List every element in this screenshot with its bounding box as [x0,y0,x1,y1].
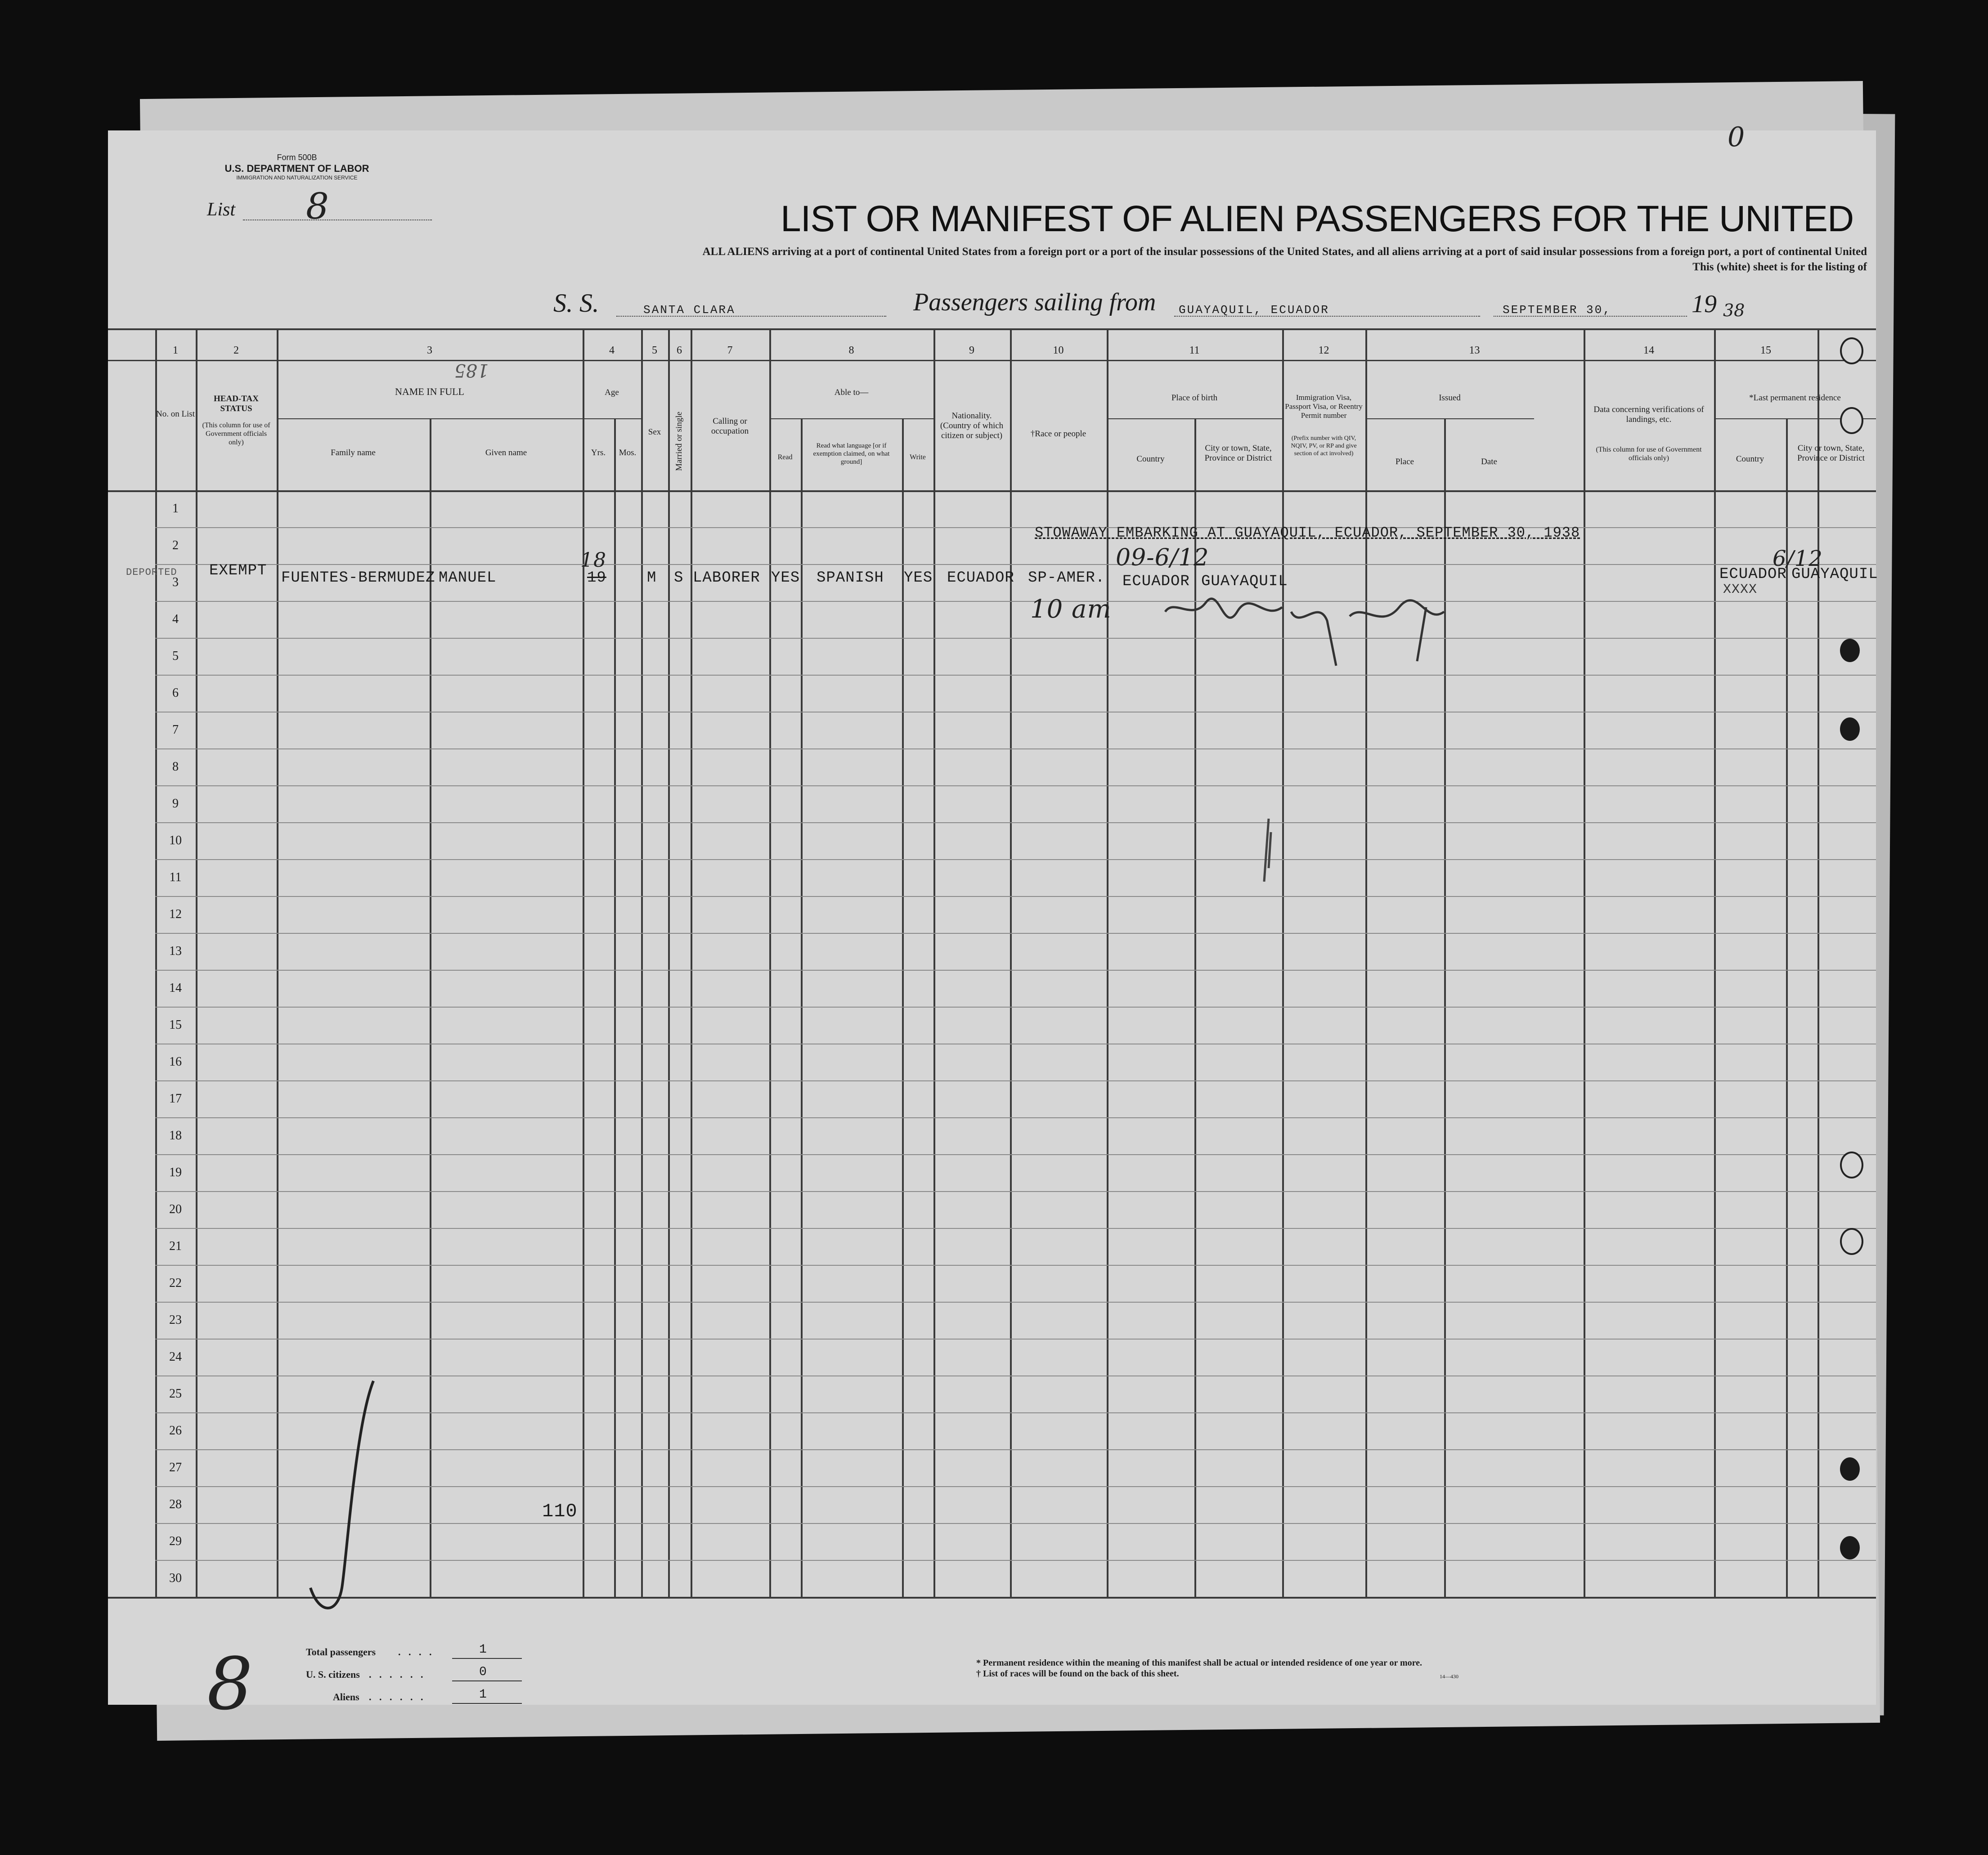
dot-leader: . . . . . . [369,1669,426,1680]
row-line [155,1560,1876,1561]
col-line [1714,328,1716,1597]
column-number: 13 [1469,345,1480,356]
header-write: Write [910,453,926,461]
row-number: 14 [169,981,182,995]
row-number: 11 [169,870,182,884]
col-line [196,328,197,1597]
col-line [1817,328,1819,1597]
row-number: 13 [169,944,182,958]
column-number: 8 [848,345,854,356]
total-passengers-value: 1 [479,1643,487,1657]
row-line [155,527,1876,528]
row-line [155,1412,1876,1413]
annotation-time: 10 am [1030,595,1112,624]
name-margin-mark: 185 [454,360,489,381]
row-line [155,1080,1876,1081]
header-yrs: Yrs. [591,448,606,457]
col-line [1282,328,1284,1597]
punch-hole [1840,1152,1863,1178]
header-read: Read [777,453,793,461]
col-line [1365,328,1367,1597]
row-line [155,896,1876,897]
row-number: 26 [169,1424,182,1438]
annotation-code: 09-6/12 [1116,544,1209,571]
header-able-to: Able to— [834,388,869,397]
col-line [1786,418,1788,1597]
row-number: 15 [169,1018,182,1032]
subheader-rule [769,418,933,419]
list-number: 8 [306,185,329,227]
dot-leader: . . . . . . [369,1691,426,1703]
sex: M [647,569,657,587]
header-married: Married or single [674,412,684,471]
header-name-in-full: NAME IN FULL [395,386,464,397]
row-number: 8 [172,760,179,774]
row-number: 9 [172,797,179,811]
punch-hole [1840,407,1863,434]
row-line [155,785,1876,786]
row-line [155,1486,1876,1487]
us-citizens-label: U. S. citizens [306,1669,360,1680]
departure-port: GUAYAQUIL, ECUADOR [1179,303,1329,317]
annotation-code-2: 6/12 [1773,546,1823,571]
row-number: 27 [169,1461,182,1474]
col-line [801,418,803,1597]
form-number: Form 500B [277,153,317,162]
row-number: 22 [169,1276,182,1290]
official-signature-scrawl [1156,594,1480,684]
row-line [155,1228,1876,1229]
row-number: 25 [169,1387,182,1401]
header-res-country: Country [1736,454,1764,464]
header-no-on-list: No. on List [156,409,195,419]
aliens-value: 1 [479,1688,487,1702]
col-line [933,328,935,1597]
can-write: YES [904,569,933,587]
department-name: U.S. DEPARTMENT OF LABOR [224,163,369,174]
header-issued-date: Date [1481,457,1497,466]
birth-city: GUAYAQUIL [1201,573,1288,590]
column-number: 1 [173,345,178,356]
dot-leader: . . . . [398,1646,435,1658]
col-line [641,328,643,1597]
col-line [1584,328,1585,1597]
row-number: 4 [172,612,179,626]
check-mark [301,1372,391,1624]
punch-hole [1840,1536,1860,1559]
subheader-rule [1365,418,1534,419]
header-last-residence: *Last permanent residence [1749,393,1841,403]
column-number-rule [108,360,1876,361]
header-birth-city: City or town, State, Province or District [1204,444,1272,463]
footnote-races: † List of races will be found on the back of this sheet. [976,1669,1179,1679]
punch-hole [1840,1228,1863,1255]
row-line [155,564,1876,565]
header-visa-note: (Prefix number with QIV, NQIV, PV, or RP and give section of act involved) [1291,435,1357,457]
header-landing-note: (This column for use of Government officials only) [1596,446,1702,462]
header-age: Age [605,388,619,397]
header-race: †Race or people [1030,429,1086,439]
subheader-rule [583,418,641,419]
col-line [668,328,670,1597]
punch-hole [1840,1457,1860,1481]
column-number: 10 [1053,345,1064,356]
row-number: 6 [172,686,179,700]
punch-hole [1840,717,1860,741]
us-citizens-value: 0 [479,1665,487,1679]
family-name: FUENTES-BERMUDEZ [281,569,435,587]
column-number: 11 [1189,345,1200,356]
row-number: 21 [169,1239,182,1253]
instruction-text-2: This (white) sheet is for the listing of [1692,261,1867,273]
row-number: 5 [172,649,179,663]
row-line [155,1007,1876,1008]
row-number: 23 [169,1313,182,1327]
row-line [155,970,1876,971]
row-number: 20 [169,1202,182,1216]
service-name: IMMIGRATION AND NATURALIZATION SERVICE [236,175,358,181]
row-line [155,1523,1876,1524]
footnote-permanent-residence: * Permanent residence within the meaning of this manifest shall be actual or intended residence of one year or more. [976,1658,1423,1668]
birth-country: ECUADOR [1122,573,1190,590]
residence-struck-mark: XXXX [1723,582,1758,597]
ss-label: S. S. [553,288,599,318]
occupation: LABORER [693,569,760,587]
total-passengers-label: Total passengers [306,1646,376,1658]
residence-city: GUAYAQUIL [1791,566,1878,583]
language: SPANISH [817,569,884,587]
age-corrected: 18 [580,549,606,572]
bottom-list-number: 8 [207,1642,253,1726]
nationality: ECUADOR [947,569,1014,587]
header-head-tax: HEAD-TAX STATUS [214,394,259,413]
col-line [614,418,616,1597]
header-issued-place: Place [1395,457,1414,466]
column-number: 2 [233,345,239,356]
row-line [155,1191,1876,1192]
header-given-name: Given name [485,448,527,457]
column-number: 9 [969,345,974,356]
row-number: 30 [169,1571,182,1585]
table-top-rule [108,328,1876,330]
total-underline [452,1658,522,1659]
column-number: 6 [677,345,682,356]
col-line [277,328,278,1597]
header-bottom-rule [108,490,1876,492]
col-line [769,328,771,1597]
aliens-label: Aliens [333,1691,359,1703]
row-line [155,859,1876,860]
col-line [1107,328,1108,1597]
header-head-tax-note: (This column for use of Government officials only) [202,421,270,446]
header-visa: Immigration Visa, Passport Visa, or Reentry Permit number [1285,393,1363,420]
subheader-rule [277,418,583,419]
row-number: 1 [172,502,179,515]
punch-hole [1840,639,1860,662]
row-line [155,822,1876,823]
row-line [155,1449,1876,1450]
header-calling: Calling or occupation [711,417,749,436]
column-number: 5 [652,345,657,356]
header-issued: Issued [1439,393,1461,403]
row-number: 24 [169,1350,182,1364]
instruction-text: ALL ALIENS arriving at a port of continental United States from a foreign port or a port of the insular possessions of the United States, and all aliens arriving at a port of said insular possessions from a foreign port, a port of continental United [702,246,1867,258]
header-birth-country: Country [1136,454,1165,464]
row-number: 28 [169,1497,182,1511]
form-code: 14—430 [1440,1673,1458,1680]
corner-mark: 0 [1728,121,1745,153]
col-line [902,418,904,1597]
header-nationality: Nationality. (Country of which citizen or subject) [940,411,1004,440]
row-number: 19 [169,1165,182,1179]
row-line [155,638,1876,639]
age-years: 19 [587,569,606,587]
row-line [155,933,1876,934]
stowaway-note: STOWAWAY EMBARKING AT GUAYAQUIL, ECUADOR, SEPTEMBER 30, 1938 [1035,524,1580,541]
year-prefix: 19 [1692,290,1717,318]
row29-mark: 110 [542,1501,578,1522]
column-number: 14 [1643,345,1654,356]
row-number: 17 [169,1092,182,1106]
marital-status: S [674,569,684,587]
column-number: 7 [727,345,733,356]
column-number: 12 [1318,345,1329,356]
row-line [155,1339,1876,1340]
column-number: 4 [609,345,615,356]
given-name: MANUEL [439,569,497,587]
header-landing-data: Data concerning verifications of landings, etc. [1593,405,1704,424]
col-line [1010,328,1012,1597]
ship-name: SANTA CLARA [643,303,736,317]
row-line [155,1117,1876,1118]
subheader-rule [1107,418,1282,419]
header-res-city: City or town, State, Province or District [1797,444,1865,463]
punch-hole [1840,337,1863,364]
col-line [583,328,584,1597]
header-family-name: Family name [331,448,376,457]
race: SP-AMER. [1028,569,1105,587]
can-read: YES [771,569,800,587]
header-place-of-birth: Place of birth [1171,393,1218,403]
residence-country: ECUADOR [1719,566,1787,583]
column-number: 15 [1760,345,1771,356]
row-number: 12 [169,907,182,921]
col-line [430,418,431,1597]
sailing-label: Passengers sailing from [913,288,1156,316]
row-number: 7 [172,723,179,737]
column-number: 3 [427,345,432,356]
header-sex: Sex [648,427,661,437]
col-line [691,328,692,1597]
header-read-language: Read what language [or if exemption claimed, on what ground] [813,442,890,466]
departure-date: SEPTEMBER 30, [1503,303,1611,317]
margin-stamp: DEPORTED [126,567,177,578]
head-tax-status: EXEMPT [209,562,267,579]
aliens-underline [452,1703,522,1704]
row-number: 29 [169,1534,182,1548]
pen-mark [1251,814,1287,886]
row-number: 10 [169,833,182,847]
col-line [155,328,157,1597]
row-line [155,675,1876,676]
row-line [155,1265,1876,1266]
row-number: 16 [169,1055,182,1069]
row-line [155,1154,1876,1155]
page-title: LIST OR MANIFEST OF ALIEN PASSENGERS FOR THE UNITED [781,198,1854,239]
manifest-sheet [108,121,1878,1726]
citizens-underline [452,1680,522,1681]
row-number: 2 [172,538,179,552]
row-line [155,748,1876,749]
header-mos: Mos. [619,448,637,457]
row-number: 18 [169,1129,182,1143]
row-line [155,1302,1876,1303]
year-suffix: 38 [1723,300,1745,320]
list-label: List [207,199,236,220]
row-number: 3 [172,575,179,589]
row-line [155,601,1876,602]
